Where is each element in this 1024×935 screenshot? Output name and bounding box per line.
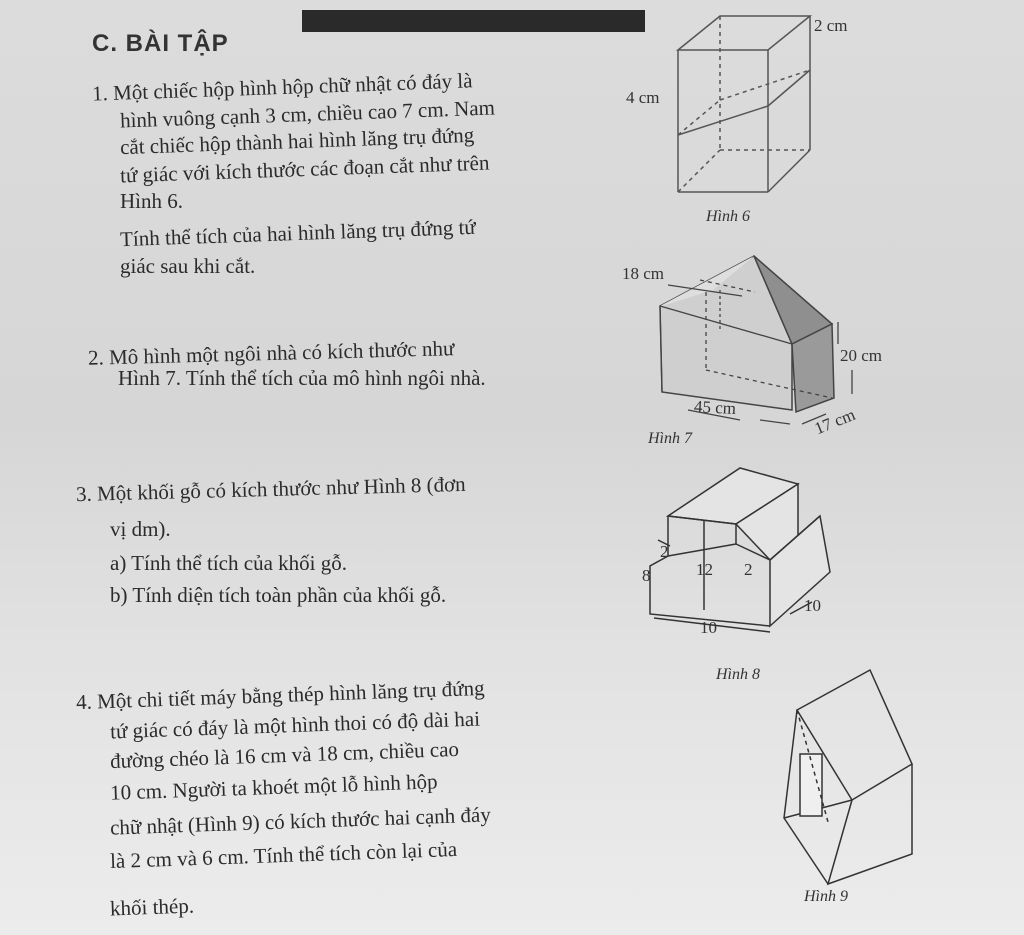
fig6-label-side: 4 cm bbox=[626, 88, 660, 107]
ex3-line: a) Tính thể tích của khối gỗ. bbox=[110, 551, 347, 575]
ex4-line: là 2 cm và 6 cm. Tính thể tích còn lại của bbox=[109, 836, 458, 874]
ex1-line: cắt chiếc hộp thành hai hình lăng trụ đứng bbox=[119, 122, 475, 160]
fig7-label-length: 45 cm bbox=[693, 396, 737, 419]
ex3-line: vị dm). bbox=[110, 517, 171, 541]
ex1-line: tứ giác với kích thước các đoạn cắt như trên bbox=[119, 150, 490, 188]
ex2-line: Hình 7. Tính thể tích của mô hình ngôi nhà. bbox=[118, 366, 486, 390]
fig8-caption: Hình 8 bbox=[716, 666, 760, 683]
section-title: C. BÀI TẬP bbox=[92, 30, 229, 57]
ex4-line: chữ nhật (Hình 9) có kích thước hai cạnh đáy bbox=[109, 802, 492, 840]
fig6-label-top: 2 cm bbox=[814, 16, 848, 35]
ex1-line: giác sau khi cắt. bbox=[120, 254, 256, 278]
fig9-caption: Hình 9 bbox=[804, 888, 848, 905]
ex3-line: b) Tính diện tích toàn phần của khối gỗ. bbox=[110, 583, 447, 607]
fig7-label-height: 20 cm bbox=[840, 346, 883, 365]
ex3-line: 3. Một khối gỗ có kích thước như Hình 8 (đơn bbox=[75, 471, 466, 507]
ex1-line: Tính thể tích của hai hình lăng trụ đứng tứ bbox=[119, 214, 477, 252]
ex4-line: tứ giác có đáy là một hình thoi có độ dài hai bbox=[109, 706, 481, 744]
ex4-line: 4. Một chi tiết máy bằng thép hình lăng trụ đứng bbox=[75, 675, 485, 715]
fig8-label: 12 bbox=[696, 560, 713, 579]
ex4-line: khối thép. bbox=[109, 893, 195, 921]
ex1-line: hình vuông cạnh 3 cm, chiều cao 7 cm. Nam bbox=[119, 95, 496, 133]
fig8-label: 2 bbox=[660, 542, 669, 561]
ex1-line: Hình 6. bbox=[120, 189, 183, 213]
fig7-label-depth: 17 cm bbox=[811, 404, 858, 439]
fig8-label: 8 bbox=[642, 566, 651, 585]
ex4-line: đường chéo là 16 cm và 18 cm, chiều cao bbox=[109, 736, 460, 774]
ex2-line: 2. Mô hình một ngôi nhà có kích thước như bbox=[87, 336, 455, 370]
fig7-label-roof: 18 cm bbox=[622, 264, 665, 283]
ex1-line: 1. Một chiếc hộp hình hộp chữ nhật có đáy là bbox=[91, 68, 473, 106]
fig6-caption: Hình 6 bbox=[706, 208, 750, 225]
fig7-caption: Hình 7 bbox=[648, 430, 692, 447]
fig8-label: 2 bbox=[744, 560, 753, 579]
fig8-label: 10 bbox=[700, 618, 717, 637]
ex4-line: 10 cm. Người ta khoét một lỗ hình hộp bbox=[109, 769, 438, 805]
fig8-label: 10 bbox=[804, 596, 821, 615]
